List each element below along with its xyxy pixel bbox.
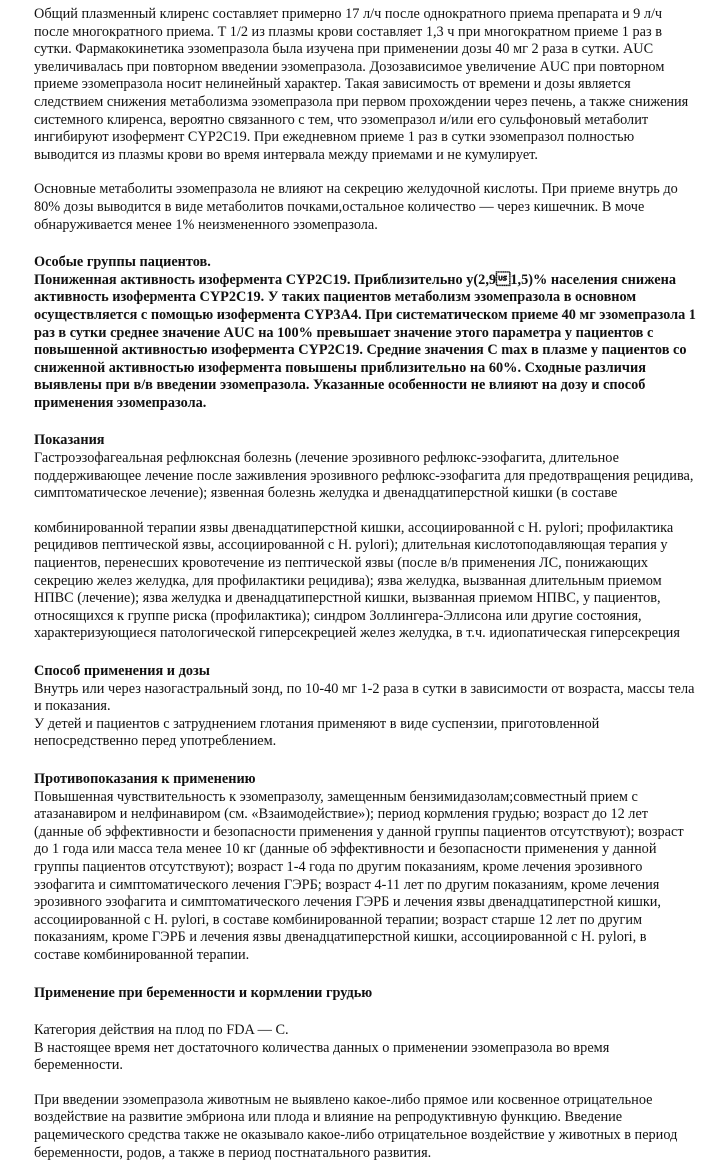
indications-heading: Показания xyxy=(34,432,105,449)
dosage-text-2: У детей и пациентов с затруднением глотания применяют в виде суспензии, приготовленной непосредственно перед употреблением. xyxy=(34,715,600,750)
dosage-text-1: Внутрь или через назогастральный зонд, по 10-40 мг 1-2 раза в сутки в зависимости от возраста, массы тела и показания. xyxy=(34,680,695,715)
pregnancy-text-1: Категория действия на плод по FDA — C. xyxy=(34,1022,289,1039)
pk-paragraph-1: Общий плазменный клиренс составляет примерно 17 л/ч после однократного приема препарата и 9 л/ч после многократного приема. T 1/2 из плазмы крови составляет 1,3 ч при многократном приеме 1 раз в сутки. Фармакокинетика эзомепразола была изучена при применении дозы 40 мг 2 раза в сутки. AUC увеличивалась при повторном введении эзомепразола. Дозозависимое увеличение AUC при повторном приеме эзомепразола носит нелинейный характер. Такая зависимость от времени и дозы является следствием снижения метаболизма эзомепразола при первом прохождении через печень, а также снижения системного клиренса, вероятно связанного с тем, что эзомепразол и/или его сульфоновый метаболит ингибируют изофермент CYP2C19. При ежедневном приеме 1 раз в сутки эзомепразол полностью выводится из плазмы крови во время интервала между приемами и не кумулирует. xyxy=(34,6,689,163)
special-groups-heading: Особые группы пациентов. xyxy=(34,254,211,271)
contraindications-text: Повышенная чувствительность к эзомепразолу, замещенным бензимидазолам;совместный прием с атазанавиром и нелфинавиром (см. «Взаимодействие»); период кормления грудью; возраст до 12 лет (данные об эффективности и безопасности применения у данной группы пациентов отсутствуют); возраст до 1 года или масса тела менее 10 кг (данные об эффективности и безопасности применения у данной группы пациентов отсутствуют); возраст 1-4 года по другим показаниям, кроме лечения эрозивного эзофагита и симптоматического лечения ГЭРБ; возраст 4-11 лет по другим показаниям, кроме лечения эрозивного эзофагита и симптоматического лечения ГЭРБ и лечения язвы двенадцатиперстной кишки, ассоциированной с H. pylori, в составе комбинированной терапии; возраст старше 12 лет по другим показаниям, кроме ГЭРБ и лечения язвы двенадцатиперстной кишки, ассоциированной с H. pylori, в составе комбинированной терапии. xyxy=(34,788,684,963)
dosage-heading: Способ применения и дозы xyxy=(34,663,210,679)
pregnancy-text-2: В настоящее время нет достаточного количества данных о применении эзомепразола во время беременности. xyxy=(34,1039,610,1074)
contraindications-heading: Противопоказания к применению xyxy=(34,770,256,787)
pregnancy-heading: Применение при беременности и кормлении грудью xyxy=(34,984,373,1001)
indications-text-2: комбинированной терапии язвы двенадцатиперстной кишки, ассоциированной с H. pylori; профилактика рецидивов пептической язвы, ассоциированной с H. pylori); длительная кислотоподавляющая терапия у пациентов, перенесших кровотечение из пептической язвы (после в/в применения ЛС, понижающих секрецию желез желудка, для профилактики рецидива); язва желудка, вызванная длительным приемом НПВС (лечение); язва желудка и двенадцатиперстной кишки, вызванная приемом НПВС, у пациентов, относящихся к группе риска (профилактика); синдром Золлингера-Эллисона или другие состояния, характеризующиеся патологической гиперсекрецией желез желудка, в т.ч. идиопатическая гиперсекреция xyxy=(34,519,680,642)
indications-text-1: Гастроэзофагеальная рефлюксная болезнь (лечение эрозивного рефлюкс-эзофагита, длительное поддерживающее лечение после заживления эрозивного рефлюкс-эзофагита для предотвращения рецидива, симптоматическое лечение); язвенная болезнь желудка и двенадцатиперстной кишки (в составе xyxy=(34,450,694,502)
pk-paragraph-2: Основные метаболиты эзомепразола не влияют на секрецию желудочной кислоты. При приеме внутрь до 80% дозы выводится в виде метаболитов почками,остальное количество — через кишечник. В моче обнаруживается менее 1% неизмененного эзомепразола. xyxy=(34,181,678,233)
special-groups-text: Пониженная активность изофермента CYP2C19. Приблизительно у(2,9 1,5)% населения снижена активность изофермента CYP2C19. У таких пациентов метаболизм эзомепразола в основном осуществляется с помощью изофермента CYP3A4. При систематическом приеме 40 мг эзомепразола 1 раз в сутки среднее значение AUC на 100% превышает значение этого параметра у пациентов с повышенной активностью изофермента CYP2C19. Средние значения C max в плазме у пациентов со сниженной активностью изофермента повышены приблизительно на 60%. Сходные различия выявлены при в/в введении эзомепразола. Указанные особенности не влияют на дозу и способ применения эзомепразола. xyxy=(34,271,696,411)
pregnancy-text-3: При введении эзомепразола животным не выявлено какое-либо прямое или косвенное отрицательное воздействие на развитие эмбриона или плода и влияние на репродуктивную функцию. Введение рацемического средства также не оказывало какое-либо отрицательное воздействие у животных в период беременности, родов, а также в период постнатального развития. xyxy=(34,1091,678,1161)
